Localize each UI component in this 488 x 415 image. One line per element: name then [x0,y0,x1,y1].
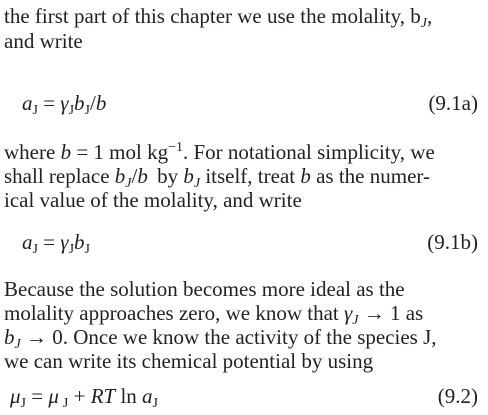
subscript: J [84,103,90,118]
text-line-7 [4,301,424,328]
equation-number: (9.2) [437,384,478,408]
var-b: b [74,230,85,254]
ln-operator: ln [115,384,143,408]
text-line-1 [4,4,433,31]
equation-9-1a [0,89,488,117]
text-span: the first part of this chapter we use the molality, b [4,4,421,28]
equals-sign: = [26,384,49,408]
text-span: . For notational simplicity, we [182,140,435,164]
subscript: J [84,242,90,257]
var-b: b [74,91,85,115]
text-span: → 1 as [358,301,424,325]
var-a: a [22,230,33,254]
var-b-standard: b [137,164,148,188]
subscript: J [352,313,359,328]
subscript: J [420,16,427,31]
text-line-9: we can write its chemical potential by using [4,349,374,373]
var-b: b [114,164,126,188]
var-b: b [183,164,194,188]
text-span: shall replace [4,164,115,188]
subscript: J [62,396,69,411]
equation-9-1b [0,228,488,256]
var-gamma: γ [60,230,69,254]
subscript: J [193,176,201,191]
text-line-4 [4,164,430,191]
subscript: J [14,337,21,352]
equation-9-2 [0,382,488,410]
text-span: as the numer- [310,164,430,188]
var-r: R [90,384,104,408]
text-span: → 0. Once we know the activity of the species J, [20,325,437,349]
text-span: itself, treat [200,164,301,188]
text-line-3 [4,140,435,164]
subscript: J [68,242,75,257]
text-span: by [151,164,184,188]
var-b: b [300,164,311,188]
equation-expression [22,228,90,256]
text-span: where [4,140,61,164]
equation-expression [10,382,158,410]
text-span: molality approaches zero, we know that [4,301,344,325]
var-gamma: γ [60,91,69,115]
var-b-standard: b [60,140,72,164]
slash: / [131,164,138,188]
text-line-5: ical value of the molality, and write [4,188,302,212]
subscript: J [32,242,38,257]
var-mu-standard: μ [48,384,59,408]
text-span: = 1 mol kg [71,140,169,164]
var-a: a [22,91,33,115]
subscript: J [152,396,158,411]
subscript: J [20,396,26,411]
var-a: a [142,384,153,408]
var-mu: μ [10,384,21,408]
slash: / [89,91,96,115]
subscript: J [125,176,132,191]
var-b: b [4,325,15,349]
equals-sign: = [37,230,61,254]
subscript: J [68,103,75,118]
text-line-8 [4,325,437,352]
equals-sign: = [37,91,61,115]
var-b-standard: b [95,91,107,115]
text-line-2: and write [4,29,83,53]
plus-sign: + [68,384,91,408]
text-span: , [427,4,433,28]
equation-expression [22,89,106,117]
equation-number: (9.1a) [428,91,478,115]
text-line-6: Because the solution becomes more ideal as the [4,277,405,301]
superscript: −1 [168,140,183,155]
subscript: J [32,103,38,118]
var-t: T [103,384,116,408]
var-gamma: γ [343,301,353,325]
equation-number: (9.1b) [427,230,478,254]
